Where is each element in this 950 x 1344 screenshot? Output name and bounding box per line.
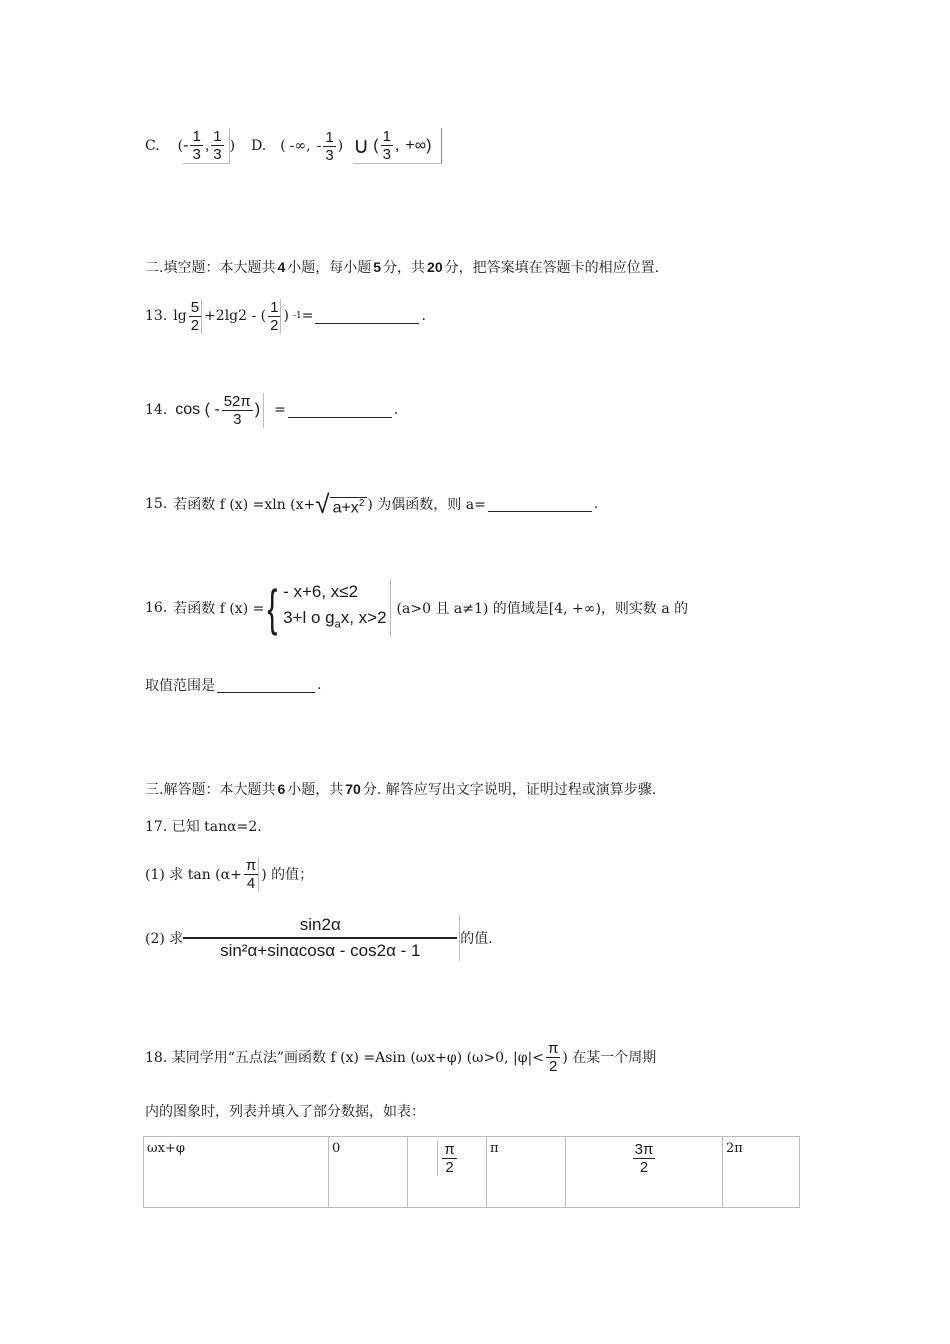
five-point-table bbox=[143, 1136, 800, 1208]
table-cell: $\frac{3\pi}{2}$ bbox=[566, 1137, 723, 1208]
option-c-d-line: C. ( - $\frac{1}{3}$ , $\frac{1}{3}$ ) D. ( -∞, - $\frac{1}{3}$ ) ∪ ( $\frac{1}{3}$ , +∞) bbox=[145, 126, 442, 166]
question-17-stem: 17. 已知 tanα=2. bbox=[145, 819, 262, 835]
section-3-heading: 三. 解答题：本大题共 6 小题，共 70 分. 解答应写出文字说明，证明过程或演算步骤. bbox=[145, 781, 657, 798]
option-d-label: D. bbox=[251, 138, 267, 154]
question-13: 13. lg $\frac{5}{2}$ +2lg2 - ( $\frac{1}{2}$ ) -1 = . bbox=[145, 298, 426, 334]
question-17-part-2: (2) 求 sin2α sin²α+sinαcosα - cos2α - 1 的值. bbox=[145, 915, 493, 960]
table-header-cell: ωx+φ bbox=[144, 1137, 329, 1208]
answer-blank-16[interactable] bbox=[217, 678, 315, 693]
answer-blank-14[interactable] bbox=[288, 403, 392, 418]
question-14: 14. cos ( - $\frac{52\pi}{3}$ ) = . bbox=[145, 392, 399, 428]
trig-fraction: sin2α sin²α+sinαcosα - cos2α - 1 bbox=[183, 915, 460, 961]
question-17-part-1: (1) 求 tan (α+ $\frac{\pi}{4}$ ) 的值； bbox=[145, 856, 314, 892]
question-18-line-2: 内的图象时，列表并填入了部分数据，如表： bbox=[145, 1104, 425, 1120]
table-row bbox=[144, 1137, 800, 1208]
option-c-interval: - $\frac{1}{3}$ , $\frac{1}{3}$ bbox=[183, 128, 229, 164]
question-18: 18. 某同学用“五点法”画函数 f (x) =Asin (ωx+φ) (ω>0, |φ|< $\frac{\pi}{2}$ ) 在某一个周期 bbox=[145, 1039, 657, 1075]
option-d-fraction: $\frac{1}{3}$ bbox=[325, 128, 334, 164]
question-15: 15. 若函数 f (x) =xln (x+ √ $a+x^2$ ) 为偶函数，则 a= . bbox=[145, 489, 599, 519]
answer-blank-13[interactable] bbox=[315, 309, 419, 324]
question-16-line-2: 取值范围是 . bbox=[145, 677, 322, 694]
table-cell: 0 bbox=[329, 1137, 408, 1208]
section-2-heading: 二. 填空题：本大题共 4 小题，每小题 5 分，共 20 分，把答案填在答题卡的相应位置. bbox=[145, 259, 660, 276]
table-cell: π bbox=[487, 1137, 566, 1208]
option-d-union-part: ∪ ( $\frac{1}{3}$ , +∞) bbox=[353, 128, 442, 164]
option-c-label: C. bbox=[145, 138, 160, 154]
table-cell: 2π bbox=[723, 1137, 800, 1208]
sqrt-expression: √ $a+x^2$ bbox=[315, 491, 367, 517]
question-16: 16. 若函数 f (x) = { - x+6, x≤2 3+l o $g_ax$, x>2 (a>0 且 a≠1) 的值域是[4, +∞)，则实数 a 的 bbox=[145, 579, 689, 636]
table-cell: $\frac{\pi}{2}$ bbox=[408, 1137, 487, 1208]
answer-blank-15[interactable] bbox=[488, 497, 592, 512]
piecewise-function: { - x+6, x≤2 3+l o $g_ax$, x>2 bbox=[264, 579, 390, 637]
